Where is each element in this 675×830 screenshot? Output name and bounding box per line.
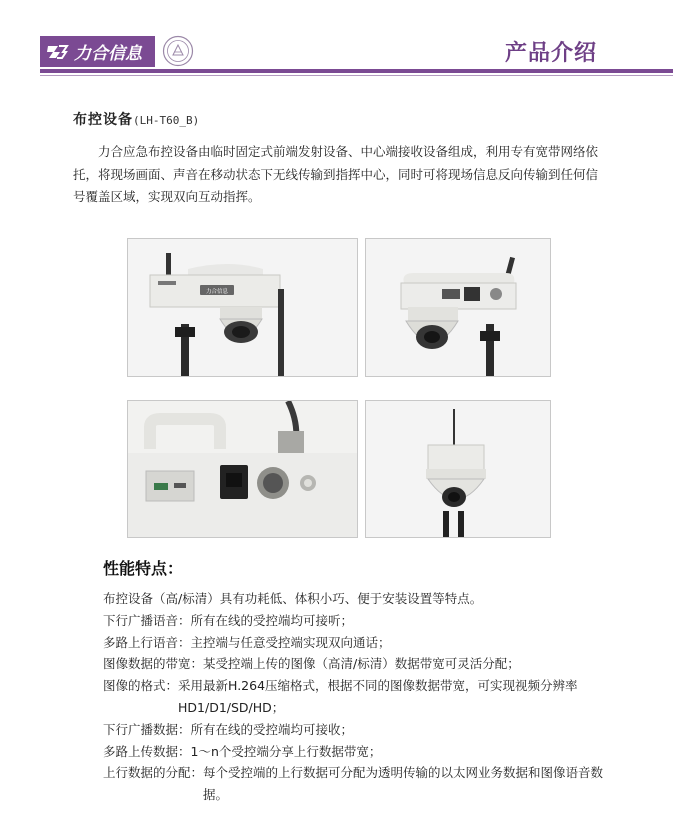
product-name: 布控设备 [73,112,133,128]
feature-item [103,762,623,806]
product-photo-dome [365,400,551,538]
feature-label: 图像数据的带宽： [103,656,204,672]
feature-label: 多路上传数据： [103,743,191,759]
feature-text: 采用最新H.264压缩格式，根据不同的图像数据带宽，可实现视频分辨率HD1/D1/SD/HD； [178,678,578,715]
feature-text: 主控端与任意受控端实现双向通话； [190,634,391,650]
feature-label: 上行数据的分配： [103,765,204,781]
feature-item [103,719,623,741]
features-heading: 性能特点： [103,559,184,578]
feature-text: 每个受控端的上行数据可分配为透明传输的以太网业务数据和图像语音数据。 [203,765,604,803]
brand-name: 力合信息 [74,44,142,64]
feature-text: 所有在线的受控端均可接听； [190,612,354,628]
header-divider [40,69,673,73]
feature-item [103,675,623,719]
features-list [103,588,623,806]
feature-label: 图像的格式： [103,678,179,694]
feature-label: 下行广播语音： [103,612,191,628]
header-divider-thin [40,75,673,76]
page-title: 产品介绍 [504,41,597,66]
feature-text: 布控设备（高/标清）具有功耗低、体积小巧、便于安装设置等特点。 [103,591,483,606]
brand-logo [40,36,155,67]
page-header [0,0,675,78]
feature-text: 某受控端上传的图像（高清/标清）数据带宽可灵活分配； [203,656,520,672]
feature-item [103,653,623,675]
intro-paragraph: 力合应急布控设备由临时固定式前端发射设备、中心端接收设备组成，利用专有宽带网络依托，将现场画面、声音在移动状态下无线传输到指挥中心，同时可将现场信息反向传输到任何信号覆盖区域，实现双向互动指挥。 [73,144,599,204]
seal-icon [162,35,194,67]
feature-item [103,632,623,654]
product-model: (LH-T60_B) [133,114,200,127]
feature-item [103,741,623,763]
logo-mark-icon [44,41,70,63]
section-title [73,109,199,129]
product-photo-connectors [127,400,358,538]
feature-text: 1～n个受控端分享上行数据带宽； [190,743,382,759]
device-label: 力合信息 [205,289,229,295]
feature-item [103,610,623,632]
feature-label: 多路上行语音： [103,634,191,650]
feature-text: 所有在线的受控端均可接收； [190,721,354,737]
feature-item [103,588,623,610]
feature-label: 下行广播数据： [103,721,191,737]
product-photo-angled [365,238,551,377]
product-photo-front [127,238,358,377]
